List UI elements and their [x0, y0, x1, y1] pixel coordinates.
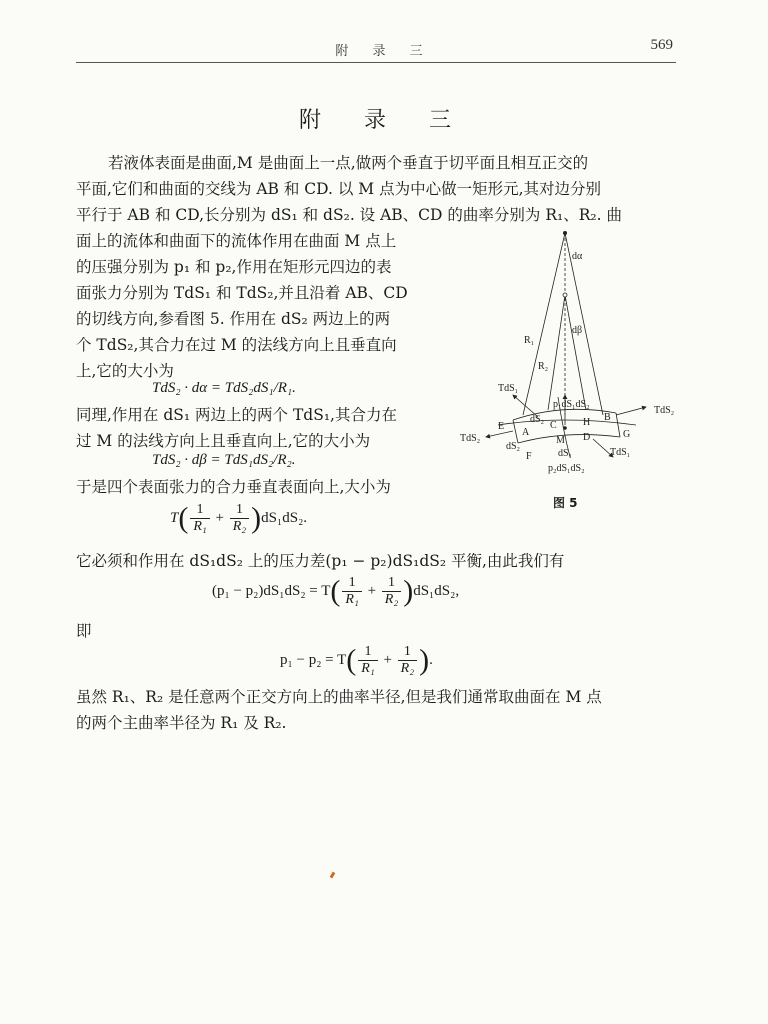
- numerator: 1: [382, 575, 401, 592]
- label-ds1: dS₁: [558, 448, 573, 459]
- label-dalpha: dα: [572, 251, 583, 262]
- label-ds2-a: dS₂: [530, 414, 545, 425]
- eq4-right: dS₁dS₂,: [413, 582, 460, 599]
- text-line: 上,它的大小为: [76, 362, 174, 380]
- left-paren: (: [330, 574, 341, 608]
- label-dbeta: dβ: [572, 325, 583, 336]
- text-line: 面张力分别为 TdS₁ 和 TdS₂,并且沿着 AB、CD: [76, 284, 408, 302]
- text-line: 于是四个表面张力的合力垂直表面向上,大小为: [76, 478, 391, 496]
- text-line: 个 TdS₂,其合力在过 M 的法线方向上且垂直向: [76, 336, 397, 354]
- label-tds1-top: TdS₁: [498, 383, 519, 394]
- label-p2ds1ds2: p₂dS₁dS₂: [548, 463, 585, 474]
- text-line: 的切线方向,参看图 5. 作用在 dS₂ 两边上的两: [76, 310, 391, 328]
- label-d: D: [583, 432, 591, 443]
- plus-sign: +: [215, 509, 224, 526]
- equation-3: [170, 502, 307, 535]
- label-p1ds1ds2: p₁dS₁dS₂: [553, 399, 590, 410]
- numerator: 1: [358, 644, 377, 661]
- text-line: 面上的流体和曲面下的流体作用在曲面 M 点上: [76, 232, 397, 250]
- denominator: R₁: [345, 592, 359, 607]
- section-title: 附 录 三: [299, 108, 469, 133]
- label-tds1-bottom: TdS₁: [610, 447, 631, 458]
- label-f: F: [526, 451, 532, 462]
- eq5-left: p₁ − p₂ = T: [280, 651, 347, 668]
- eq3-left: T: [170, 509, 179, 526]
- label-r1: R₁: [524, 335, 535, 346]
- plus-sign: +: [367, 582, 377, 599]
- fraction-1-over-r2: [382, 575, 401, 608]
- patch-edge: [518, 435, 620, 443]
- text-line: 的两个主曲率半径为 R₁ 及 R₂.: [76, 714, 287, 732]
- label-h: H: [583, 417, 591, 428]
- numerator: 1: [230, 502, 249, 519]
- text-line: 平行于 AB 和 CD,长分别为 dS₁ 和 dS₂. 设 AB、CD 的曲率分别为 R₁、R₂. 曲: [76, 206, 622, 224]
- text-line: 即: [76, 622, 92, 640]
- ray-line: [565, 295, 586, 410]
- apex-point: [563, 231, 567, 235]
- fraction-1-over-r2: [398, 644, 417, 677]
- fraction-1-over-r1: [190, 502, 209, 535]
- patch-curve: [498, 420, 636, 425]
- plus-sign: +: [383, 651, 392, 668]
- right-paren: ): [403, 574, 414, 608]
- label-e: E: [498, 421, 505, 432]
- label-ds2-b: dS₂: [506, 441, 521, 452]
- label-b: B: [604, 412, 611, 423]
- running-header-title: 附 录 三: [335, 44, 433, 59]
- label-r2: R₂: [538, 361, 549, 372]
- center-point: [563, 293, 567, 297]
- label-c: C: [550, 420, 557, 431]
- header-rule: [76, 62, 676, 63]
- numerator: 1: [342, 575, 361, 592]
- numerator: 1: [190, 502, 209, 519]
- point-m: [563, 426, 567, 430]
- denominator: R₂: [232, 519, 247, 534]
- fraction-1-over-r2: [230, 502, 249, 535]
- ray-line: [548, 295, 565, 410]
- eq5-right: .: [429, 651, 433, 668]
- fraction-1-over-r1: [342, 575, 361, 608]
- text-line: 虽然 R₁、R₂ 是任意两个正交方向上的曲率半径,但是我们通常取曲面在 M 点: [76, 688, 602, 706]
- ray-line: [523, 233, 565, 415]
- text-line: 的压强分别为 p₁ 和 p₂,作用在矩形元四边的表: [76, 258, 392, 276]
- page-number: 569: [650, 37, 673, 53]
- patch-edge: [616, 413, 620, 437]
- label-g: G: [623, 429, 631, 440]
- patch-edge: [513, 420, 518, 443]
- equation-4: [212, 575, 459, 608]
- denominator: R₂: [400, 661, 415, 676]
- fraction-1-over-r1: [358, 644, 377, 677]
- denominator: R₁: [193, 519, 207, 534]
- text-line: 同理,作用在 dS₁ 两边上的两个 TdS₁,其合力在: [76, 406, 397, 424]
- equation-1: TdS₂ · dα = TdS₂dS₁/R₁.: [152, 380, 296, 396]
- denominator: R₂: [384, 592, 399, 607]
- equation-5: [280, 644, 433, 677]
- equation-2: TdS₂ · dβ = TdS₁dS₂/R₂.: [152, 452, 296, 468]
- arrow-tds2-right: [616, 407, 646, 415]
- right-paren: ): [419, 643, 430, 677]
- right-paren: ): [251, 501, 262, 535]
- figure-caption: 图 5: [553, 496, 578, 510]
- eq4-left: (p₁ − p₂)dS₁dS₂ = T: [212, 582, 331, 599]
- patch-edge: [513, 409, 616, 420]
- left-paren: (: [346, 643, 357, 677]
- label-tds2-right: TdS₂: [654, 405, 675, 416]
- text-line: 若液体表面是曲面,M 是曲面上一点,做两个垂直于切平面且相互正交的: [108, 154, 589, 172]
- numerator: 1: [398, 644, 417, 661]
- text-line: 它必须和作用在 dS₁dS₂ 上的压力差(p₁ − p₂)dS₁dS₂ 平衡,由此我们有: [76, 552, 565, 570]
- label-m: M: [556, 435, 565, 446]
- eq3-right: dS₁dS₂.: [261, 509, 308, 526]
- label-a: A: [522, 427, 530, 438]
- figure-5-diagram: [458, 225, 698, 515]
- text-line: 过 M 的法线方向上且垂直向上,它的大小为: [76, 432, 371, 450]
- text-line: 平面,它们和曲面的交线为 AB 和 CD. 以 M 点为中心做一矩形元,其对边分别: [76, 180, 602, 198]
- label-tds2-left: TdS₂: [460, 433, 481, 444]
- stray-mark: [330, 872, 336, 879]
- denominator: R₁: [361, 661, 375, 676]
- left-paren: (: [178, 501, 189, 535]
